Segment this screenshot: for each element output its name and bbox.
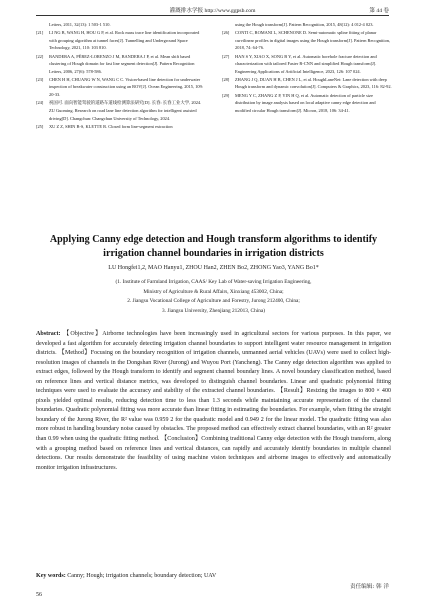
reference-number: [29]: [222, 92, 230, 98]
reference-text: CHEN H H, CHUANG W N, WANG C C. Vision-based line detection for underwater inspection of breakwater construction using an ROV[J]. Ocean Engineering, 2015, 109: 20-33.: [49, 76, 203, 97]
affiliation-line: 2. Jiangsu Vocational College of Agriculture and Forestry, Jurong 212400, China;: [127, 298, 300, 305]
keywords: [36, 573, 391, 579]
reference-item: [222, 92, 392, 115]
paper-title: Applying Canny edge detection and Hough transform algorithms to identify irrigation channel boundaries in irrigation districts: [49, 234, 378, 259]
reference-text: XU Z Z, SHIN B-S, KLETTE R. Closed form line-segment extraction: [49, 124, 173, 130]
volume-number: 第 44 卷: [369, 8, 389, 14]
affiliations: [40, 278, 387, 316]
reference-item: [36, 29, 206, 52]
affiliation-line: (1. Institute of Farmland Irrigation, CAAS/ Key Lab of Water-saving Irrigation Engineering,: [115, 279, 312, 285]
reference-item: [36, 76, 206, 99]
reference-item: [36, 99, 206, 107]
references-section: [36, 21, 391, 217]
reference-number: [24]: [36, 100, 44, 106]
reference-item: [36, 123, 206, 131]
running-header: [36, 5, 389, 16]
affiliation-line: Ministry of Agriculture & Rural Affairs, Xinxiang 453002, China;: [143, 288, 284, 295]
reference-number: [28]: [222, 76, 230, 82]
reference-number: [21]: [36, 30, 44, 36]
result-text: Resizing the images to 800 × 400 pixels yielded optimal results, reducing detection time to less than 1.3 seconds while maintaining accurate representation of the channel boundaries. Quadratic polynomial fitting was more accurate than linear fitting in estimating the boundaries. For example, when fitting the straight boundary of the Jurong River, the R² value was 0.959 2 for the quadratic model and 0.949 2 for the linear model. The quadratic fitting was also more robust in handling boundary noise caused by obstacles. The proposed method can effectively extract channel boundaries, with an R² greater than 0.99 when using the quadratic fitting method.: [36, 388, 391, 443]
reference-text: HAN S Y, XIAO X, SONG B Y, et al. Automatic borehole fracture detection and characterization with tailored Faster R-CNN and simplified Hough transform[J]. Engineering Applications of Artificial Intelligence, 2023, 126: 107 024.: [235, 53, 377, 74]
reference-text: 祝国可. 面向智能驾驶的道路车道线检测算法研究[D]. 长春: 长春工业大学, 2024.: [49, 100, 202, 106]
abstract: [36, 330, 391, 473]
reference-item: [222, 21, 392, 29]
references-right-column: [222, 21, 392, 115]
objective-tag: 【Objective】: [63, 331, 103, 337]
reference-text: LI NG B, WANG H, HOU G P, et al. Rock mass trace line identification incorporated with grouping algorithm at tunnel faces[J]. Tunnelling and Underground Space Technology, 2021, 110: 103 810.: [49, 30, 200, 51]
journal-name: 灌溉排水学报 http://www.ggpsb.com: [169, 8, 256, 14]
reference-item: [36, 107, 206, 122]
conclusion-tag: 【Conclusion】: [161, 436, 202, 443]
reference-item: [222, 76, 392, 91]
reference-text: CONTI C, ROMANI L, SCHENONE D. Semi-automatic spline fitting of planar curvilinear profiles in digital images using the Hough transform[J]. Pattern Recognition, 2018, 74: 64-76.: [235, 30, 391, 51]
author-list: [0, 265, 427, 271]
reference-text: ZHANG J Q, DUAN H B, CHEN J L, et al. HoughLaneNet: Lane detection with deep Hough transform and dynamic convolution[J]. Computers & Graphics, 2023, 116: 82-92.: [235, 76, 392, 90]
objective-text: Airborne technologies have been increasingly used in agricultural sectors for various purposes. In this paper, we developed a fast algorithm for accurately detecting irrigation channel boundaries to support intelligent water resource management in irrigation districts.: [36, 331, 392, 357]
reference-number: [22]: [36, 53, 44, 59]
authors-text: LU Hongfei1,2, MAO Hanyu1, ZHOU Han2, ZHEN Bo2, ZHONG Yao3, YANG Bo1*: [108, 265, 319, 271]
affiliation-line: 3. Jiangsu University, Zhenjiang 212013, China): [162, 307, 265, 314]
reference-item: [222, 29, 392, 52]
reference-text: ZU Guoming. Research on road lane line detection algorithm for intelligent assisted driving[D]. Changchun: Changchun University of Technology, 2024.: [49, 108, 197, 121]
references-left-column: [36, 21, 206, 132]
conclusion-text: Combining traditional Canny edge detection with the Hough transform, along with a grouping method based on reference lines and vertical distances, can rapidly and accurately identify boundaries in multiple channel detections. Our results demonstrate the feasibility of using machine vision techniques and airborne images to effectively and automatically monitor irrigation infrastructures.: [36, 436, 391, 471]
page-number: 56: [36, 592, 42, 598]
method-tag: 【Method】: [58, 350, 91, 357]
reference-item: [36, 21, 206, 29]
reference-text: Letters, 2011, 32(13): 1 503-1 510.: [49, 22, 111, 27]
responsible-editor: 责任编辑: 韩 洋: [349, 584, 389, 590]
reference-item: [36, 53, 206, 76]
method-text: Focusing on the boundary recognition of irrigation channels, unmanned aerial vehicles (UAVs) were used to collect high-resolution images of channels in the Dongshan River (Jurong) and Wuyou Port (Yancheng). The Canny edge detection algorithm was applied to extract edges, followed by the Hough transform to identify and segment channel boundary lines. A novel boundary classification method, based on reference lines and vertical distance metrics, was developed to distinguish channel boundaries. Linear and quadratic polynomial fitting techniques were used to evaluate the accuracy and stability of the extracted channel boundaries.: [36, 350, 392, 395]
keywords-label: Key words:: [36, 573, 66, 579]
reference-text: using the Hough transform[J]. Pattern Recognition, 2015, 48(12): 4 012-4 023.: [235, 22, 374, 27]
reference-text: BANDERA A, PÉREZ-LORENZO J M, BANDERA J P, et al. Mean shift based clustering of Hough domain for fast line segment detection[J]. Pattern Recognition Letters, 2006, 27(6): 578-586.: [49, 53, 195, 74]
reference-text: MENG Y C, ZHANG Z P, YIN H Q, et al. Automatic detection of particle size distribution by image analysis based on local adaptive canny edge detection and modified circular Hough transform[J]. Micron, 2018, 106: 34-41.: [235, 92, 376, 113]
keywords-text: Canny; Hough; irrigation channels; boundary detection; UAV: [67, 573, 217, 579]
reference-number: [27]: [222, 53, 230, 59]
reference-number: [26]: [222, 30, 230, 36]
reference-number: [23]: [36, 76, 44, 82]
reference-item: [222, 53, 392, 76]
reference-number: [25]: [36, 124, 44, 130]
result-tag: 【Result】: [277, 388, 307, 395]
abstract-label: Abstract:: [36, 331, 61, 337]
